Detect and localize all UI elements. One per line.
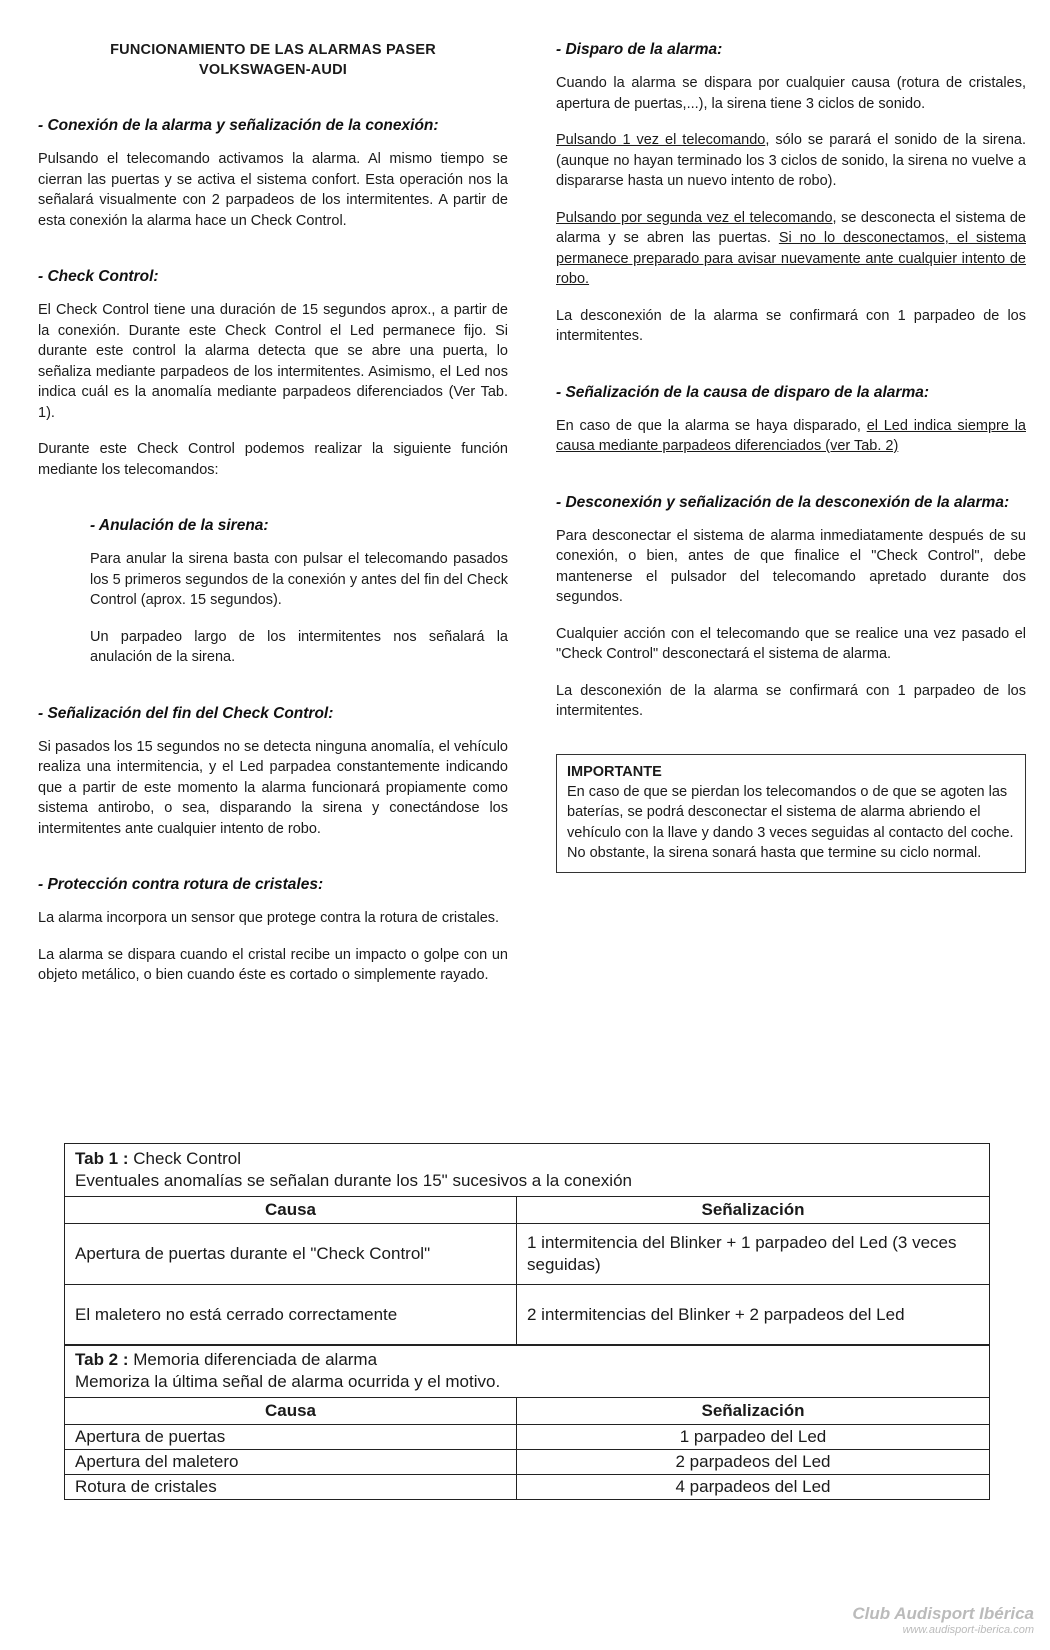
heading-check-control: - Check Control: <box>38 268 159 285</box>
para-proteccion-1: La alarma incorpora un sensor que protege contra la rotura de cristales. <box>38 910 500 926</box>
pulsando-2-underlined: Pulsando por segunda vez el telecomando <box>556 209 833 226</box>
watermark-url: www.audisport-iberica.com <box>902 1624 1034 1636</box>
tab2-row-3-senalizacion: 4 parpadeos del Led <box>675 1477 831 1496</box>
tab1-title-line <box>75 1148 979 1170</box>
para-anulacion-2: Un parpadeo largo de los intermitentes nos señalará la anulación de la sirena. <box>90 628 508 665</box>
tab1-name: Check Control <box>133 1149 241 1168</box>
tab1-header-senalizacion: Señalización <box>517 1197 989 1224</box>
document-title <box>38 40 508 80</box>
title-line-1: FUNCIONAMIENTO DE LAS ALARMAS PASER <box>110 42 436 58</box>
heading-conexion: - Conexión de la alarma y señalización de la conexión: <box>38 117 439 134</box>
heading-anulacion: - Anulación de la sirena: <box>90 517 269 534</box>
para-desconexion-3: La desconexión de la alarma se confirmará con 1 parpadeo de los intermitentes. <box>556 682 1026 719</box>
pulsando-2-middle: , se desconecta el sistema de alarma y se abren las puertas. <box>556 209 1026 246</box>
para-check-control-1: El Check Control tiene una duración de 15 segundos aprox., a partir de la conexión. Durante este Check Control el Led permanece fijo. Si durante este control la alarma detecta que se abre una puerta, lo señaliza mediante parpadeos de los intermitentes. Asimismo, el Led nos indica cuál es la anomalía mediante parpadeos diferenciados (Ver Tab. 1). <box>38 302 508 421</box>
tab1-row-1-causa: Apertura de puertas durante el "Check Control" <box>65 1224 517 1285</box>
tab2-row-1-senalizacion: 1 parpadeo del Led <box>517 1425 989 1450</box>
tab1-header-causa: Causa <box>65 1197 517 1224</box>
right-column <box>556 40 1026 873</box>
important-box <box>556 754 1026 873</box>
para-disparo: Cuando la alarma se dispara por cualquier causa (rotura de cristales, apertura de puertas,...), la sirena tiene 3 ciclos de sonido. <box>556 75 1026 112</box>
pulsando-1-rest: , sólo se parará el sonido de la sirena. (aunque no hayan terminado los 3 ciclos de sonido, la sirena no vuelve a dispararse hasta un nuevo intento de robo). <box>556 132 1026 189</box>
tab2-header-causa: Causa <box>65 1398 517 1425</box>
heading-proteccion: - Protección contra rotura de cristales: <box>38 876 324 893</box>
causa-text: En caso de que la alarma se haya disparado, <box>556 417 867 434</box>
tab2-subtitle: Memoriza la última señal de alarma ocurrida y el motivo. <box>75 1372 501 1391</box>
heading-causa-disparo: - Señalización de la causa de disparo de la alarma: <box>556 383 930 401</box>
para-anulacion-1: Para anular la sirena basta con pulsar el telecomando pasados los 5 primeros segundos de la conexión y antes del fin del Check Control (aprox. 15 segundos). <box>90 551 508 608</box>
tab2-name: Memoria diferenciada de alarma <box>133 1350 378 1369</box>
heading-fin-check: - Señalización del fin del Check Control: <box>38 704 334 722</box>
para-proteccion-2: La alarma se dispara cuando el cristal recibe un impacto o golpe con un objeto metálico, o bien cuando éste es cortado o simplemente rayado. <box>38 946 508 983</box>
tab2-grid <box>65 1398 989 1499</box>
tab2-title-line <box>75 1349 979 1371</box>
para-conexion: Pulsando el telecomando activamos la alarma. Al mismo tiempo se cierran las puertas y se activa el sistema confort. Esta operación nos la señalará visualmente con 2 parpadeos de los intermitentes. A partir de esta conexión la alarma hace un Check Control. <box>38 151 508 229</box>
tab1-subtitle: Eventuales anomalías se señalan durante los 15" sucesivos a la conexión <box>75 1171 632 1190</box>
para-desconexion-1: Para desconectar el sistema de alarma inmediatamente después de su conexión, o bien, antes de que finalice el "Check Control", debe mantenerse el pulsador del telecomando apretado durante dos segundos. <box>556 527 1026 605</box>
left-column <box>38 40 508 1002</box>
tab2-caption <box>65 1345 989 1398</box>
watermark <box>852 1604 1034 1636</box>
para-fin-check: Si pasados los 15 segundos no se detecta ninguna anomalía, el vehículo realiza una intermitencia, y el Led parpadea constantemente indicando que a partir de este momento la alarma funcionará propiamente como sistema antirobo, o sea, disparando la sirena y conectándose los intermitentes ante cualquier intento de robo. <box>38 738 508 837</box>
tab1-row-2-senalizacion: 2 intermitencias del Blinker + 2 parpadeos del Led <box>527 1305 905 1324</box>
para-pulsando-1 <box>556 130 1026 192</box>
important-text: En caso de que se pierdan los telecomandos o de que se agoten las baterías, se podrá desconectar el sistema de alarma abriendo el vehículo con la llave y dando 3 veces seguidas al contacto del coche. No obstante, la sirena sonará hasta que termine su ciclo normal. <box>567 783 1014 861</box>
para-desconexion-2: Cualquier acción con el telecomando que se realice una vez pasado el "Check Control" desconectará el sistema de alarma. <box>556 625 1026 662</box>
tab1-grid <box>65 1197 989 1345</box>
table-memoria-alarma <box>64 1344 990 1500</box>
tab2-row-3-causa: Rotura de cristales <box>65 1475 517 1499</box>
heading-desconexion: - Desconexión y señalización de la desconexión de la alarma: <box>556 493 1010 511</box>
tab1-row-1-senalizacion: 1 intermitencia del Blinker + 1 parpadeo del Led (3 veces seguidas) <box>517 1224 989 1285</box>
tab2-label: Tab 2 : <box>75 1350 129 1369</box>
important-title: IMPORTANTE <box>567 763 662 780</box>
tab1-row-2-causa: El maletero no está cerrado correctamente <box>65 1285 517 1345</box>
para-causa-disparo <box>556 416 1026 457</box>
para-check-control-2: Durante este Check Control podemos realizar la siguiente función mediante los telecomandos: <box>38 441 508 478</box>
title-line-2: VOLKSWAGEN-AUDI <box>199 62 347 78</box>
tab2-row-2-senalizacion: 2 parpadeos del Led <box>517 1450 989 1475</box>
causa-underlined: el Led indica siempre la causa mediante parpadeos diferenciados (ver Tab. 2) <box>556 417 1026 454</box>
tab2-row-2-causa: Apertura del maletero <box>65 1450 517 1475</box>
pulsando-1-underlined: Pulsando 1 vez el telecomando <box>556 132 766 148</box>
tab2-header-senalizacion: Señalización <box>517 1398 989 1425</box>
tab1-caption <box>65 1144 989 1197</box>
table-check-control <box>64 1143 990 1346</box>
tab1-label: Tab 1 : <box>75 1149 129 1168</box>
section-anulacion <box>90 516 508 668</box>
pulsando-2-underlined-2: Si no lo desconectamos, el sistema permanece preparado para avisar nuevamente ante cualquier intento de robo. <box>556 230 1026 287</box>
tab2-row-1-causa: Apertura de puertas <box>65 1425 517 1450</box>
para-desconexion-confirmacion: La desconexión de la alarma se confirmará con 1 parpadeo de los intermitentes. <box>556 307 1026 344</box>
heading-disparo: - Disparo de la alarma: <box>556 41 723 58</box>
watermark-main: Club Audisport Ibérica <box>852 1604 1034 1623</box>
para-pulsando-2 <box>556 208 1026 290</box>
